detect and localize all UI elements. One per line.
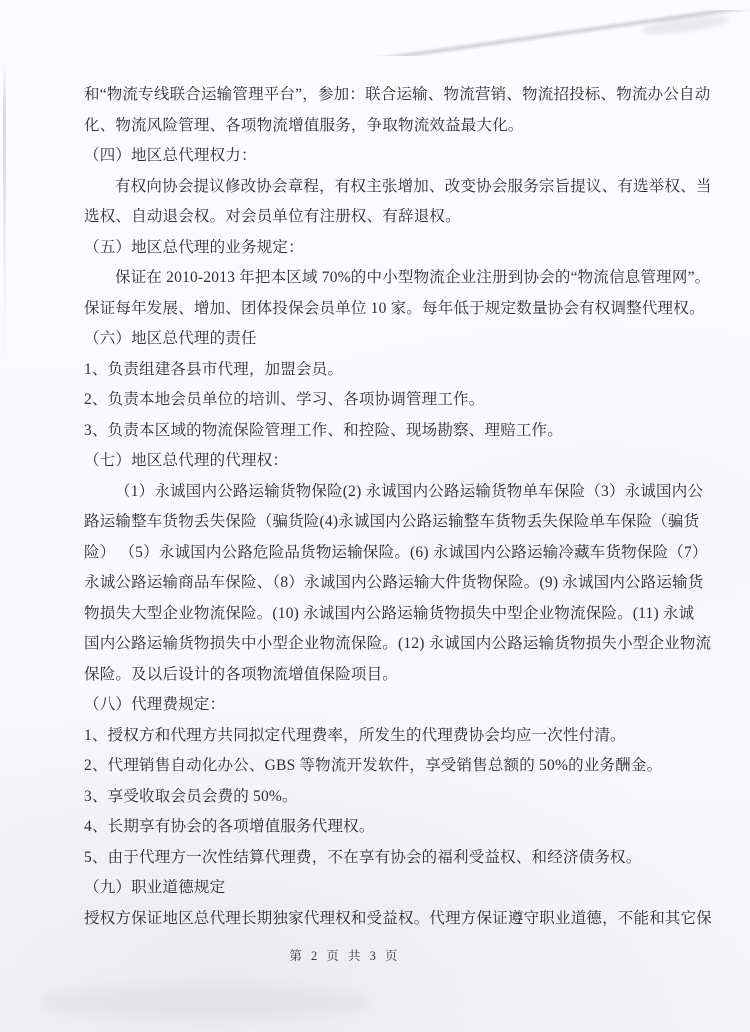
line-text: 授权方保证地区总代理长期独家代理权和受益权。代理方保证遵守职业道德，不能和其它保 — [84, 909, 713, 927]
text-line — [84, 446, 708, 477]
line-text: 1、授权方和代理方共同拟定代理费率，所发生的代理费协会均应一次性付清。 — [84, 726, 626, 744]
text-line — [84, 599, 708, 630]
scan-artifact-bottom-blotch — [40, 985, 370, 1019]
text-line — [84, 904, 713, 935]
scan-artifact-top-smudge — [639, 12, 730, 38]
page-footer: 第 2 页 共 3 页 — [289, 949, 401, 963]
line-text: 和“物流专线联合运输管理平台”，参加：联合运输、物流营销、物流招投标、物流办公自动 — [84, 86, 711, 103]
line-text: （五）地区总代理的业务规定： — [84, 238, 304, 256]
text-line — [84, 507, 708, 538]
line-text: （六）地区总代理的责任 — [84, 330, 257, 347]
line-text: （1）永诚国内公路运输货物保险(2) 永诚国内公路运输货物单车保险（3）永诚国内公 — [115, 482, 704, 500]
text-line — [84, 721, 708, 752]
text-line — [84, 263, 711, 294]
line-text: 永诚公路运输商品车保险、（8）永诚国内公路运输大件货物保险。(9) 永诚国内公路运输货 — [84, 574, 704, 591]
line-text: 有权向协会提议修改协会章程，有权主张增加、改变协会服务宗旨提议、有选举权、当 — [115, 177, 712, 195]
line-text: 2、负责本地会员单位的培训、学习、各项协调管理工作。 — [84, 391, 485, 408]
line-text: 3、负责本区域的物流保险管理工作、和控险、现场勘察、理赔工作。 — [84, 421, 563, 439]
line-text: （九）职业道德规定 — [84, 879, 226, 896]
text-line — [84, 172, 712, 203]
line-text: 险） （5）永诚国内公路危险品货物运输保险。(6) 永诚国内公路运输冷藏车货物保险（7） — [84, 543, 708, 561]
scan-artifact-top-streak — [370, 10, 750, 56]
text-line — [84, 843, 708, 874]
line-text: 5、由于代理方一次性结算代理费，不在享有协会的福利受益权、和经济债务权。 — [84, 848, 642, 866]
text-line — [84, 141, 708, 172]
line-text: 3、享受收取会员会费的 50%。 — [84, 787, 298, 805]
line-text: （七）地区总代理的代理权： — [84, 452, 289, 469]
line-text: 保证在 2010-2013 年把本区域 70%的中小型物流企业注册到协会的“物流信息管理网”。 — [115, 269, 711, 286]
text-line — [84, 294, 708, 325]
line-text: 保证每年发展、增加、团体投保会员单位 10 家。每年低于规定数量协会有权调整代理权。 — [84, 299, 705, 317]
text-line — [84, 385, 708, 416]
line-text: 1、负责组建各县市代理，加盟会员。 — [84, 360, 344, 378]
text-line — [84, 751, 708, 782]
line-text: 物损失大型企业物流保险。(10) 永诚国内公路运输货物损失中型企业物流保险。(11) 永诚 — [84, 604, 695, 622]
text-line — [84, 568, 708, 599]
line-text: 保险。及以后设计的各项物流增值保险项目。 — [84, 665, 399, 683]
text-line — [84, 202, 708, 233]
document-body — [84, 80, 713, 934]
text-line — [84, 80, 711, 111]
text-line — [84, 233, 708, 264]
text-line — [84, 324, 708, 355]
line-text: 国内公路运输货物损失中小型企业物流保险。(12) 永诚国内公路运输货物损失小型企业物流 — [84, 635, 712, 652]
text-line — [84, 416, 708, 447]
text-line — [84, 873, 708, 904]
line-text: 4、长期享有协会的各项增值服务代理权。 — [84, 818, 375, 835]
line-text: 选权、自动退会权。对会员单位有注册权、有辞退权。 — [84, 208, 461, 225]
line-text: 化、物流风险管理、各项物流增值服务，争取物流效益最大化。 — [84, 116, 524, 134]
text-line — [84, 477, 708, 508]
line-text: 2、代理销售自动化办公、GBS 等物流开发软件，享受销售总额的 50%的业务酬金。 — [84, 757, 663, 774]
text-line — [84, 690, 708, 721]
text-line — [84, 111, 708, 142]
text-line — [84, 660, 708, 691]
text-line — [84, 782, 708, 813]
line-text: （八）代理费规定： — [84, 696, 226, 713]
text-line — [84, 812, 708, 843]
line-text: （四）地区总代理权力： — [84, 147, 257, 164]
scan-artifact-left-edge — [3, 60, 6, 360]
line-text: 路运输整车货物丢失保险（骗货险(4)永诚国内公路运输整车货物丢失保险单车保险（骗货 — [84, 513, 700, 530]
text-line — [84, 355, 708, 386]
text-line — [84, 538, 708, 569]
text-line — [84, 629, 712, 660]
